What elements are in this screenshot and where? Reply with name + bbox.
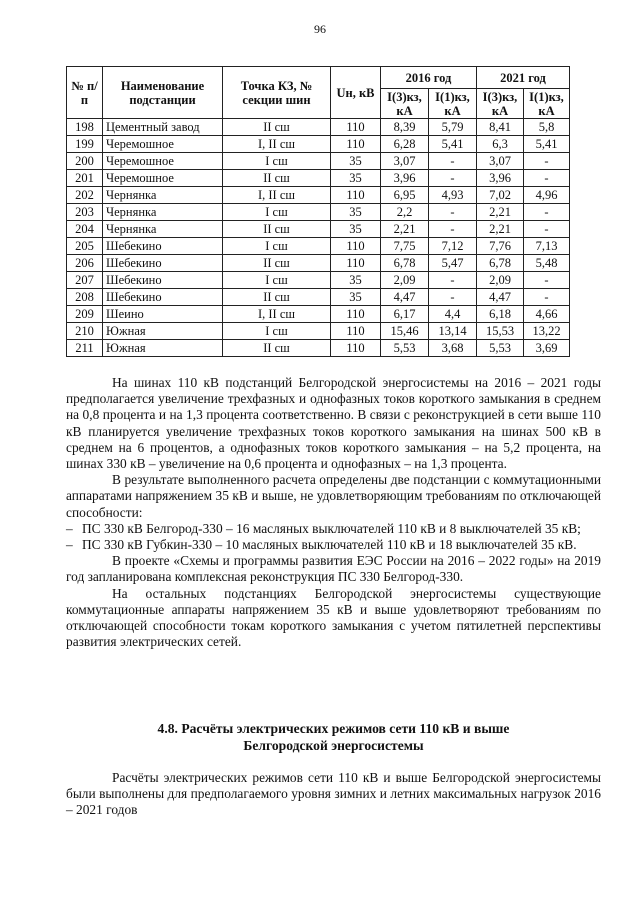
cell-voltage: 110 [331, 306, 381, 323]
cell-i3-2021: 6,78 [477, 255, 524, 272]
cell-num: 201 [67, 170, 103, 187]
cell-i3-2021: 3,07 [477, 153, 524, 170]
cell-i1-2016: - [429, 272, 477, 289]
bullet-dash: – [66, 537, 73, 553]
cell-i1-2021: - [524, 204, 570, 221]
cell-i3-2016: 6,78 [381, 255, 429, 272]
cell-point: I сш [223, 238, 331, 255]
cell-num: 209 [67, 306, 103, 323]
bullet-list [66, 521, 601, 553]
cell-voltage: 110 [331, 255, 381, 272]
cell-voltage: 35 [331, 221, 381, 238]
cell-i1-2021: 3,69 [524, 340, 570, 357]
bullet-item-1 [66, 521, 601, 537]
table-row [67, 323, 570, 340]
table-row [67, 221, 570, 238]
bullet-dash: – [66, 520, 73, 536]
cell-i1-2016: 13,14 [429, 323, 477, 340]
cell-substation: Шебекино [103, 272, 223, 289]
cell-i3-2016: 2,21 [381, 221, 429, 238]
bullet-item-2 [66, 537, 601, 553]
cell-i1-2021: - [524, 170, 570, 187]
cell-num: 198 [67, 119, 103, 136]
paragraph-2: В результате выполненного расчета определены две подстанции с коммутационными аппаратами напряжением 35 кВ и выше, не удовлетворяющим требованиям по отключающей способности: [66, 472, 601, 520]
cell-i1-2016: - [429, 170, 477, 187]
cell-voltage: 110 [331, 119, 381, 136]
cell-i1-2016: 4,93 [429, 187, 477, 204]
cell-point: I сш [223, 272, 331, 289]
cell-point: I, II сш [223, 306, 331, 323]
cell-substation: Чернянка [103, 204, 223, 221]
cell-i3-2016: 5,53 [381, 340, 429, 357]
table-row [67, 306, 570, 323]
cell-i1-2021: - [524, 153, 570, 170]
cell-i3-2021: 2,21 [477, 204, 524, 221]
bullet-text-1: ПС 330 кВ Белгород-330 – 16 масляных выключателей 110 кВ и 8 выключателей 35 кВ; [82, 520, 581, 536]
cell-num: 211 [67, 340, 103, 357]
cell-voltage: 110 [331, 238, 381, 255]
cell-i3-2021: 6,18 [477, 306, 524, 323]
table-row [67, 238, 570, 255]
cell-i3-2016: 15,46 [381, 323, 429, 340]
header-i1-2016: I(1)кз, кА [429, 89, 477, 119]
cell-i3-2016: 6,28 [381, 136, 429, 153]
cell-i3-2016: 8,39 [381, 119, 429, 136]
cell-point: I, II сш [223, 136, 331, 153]
table-row [67, 272, 570, 289]
cell-point: I сш [223, 153, 331, 170]
cell-substation: Шебекино [103, 289, 223, 306]
cell-i1-2021: 7,13 [524, 238, 570, 255]
cell-voltage: 110 [331, 136, 381, 153]
paragraph-4: На остальных подстанциях Белгородской энергосистемы существующие коммутационные аппараты напряжением 35 кВ и выше удовлетворяют требованиям по отключающей способности токам короткого замыкания с учетом пятилетней перспективы развития электрических сетей. [66, 585, 601, 650]
cell-i3-2021: 15,53 [477, 323, 524, 340]
cell-substation: Чернянка [103, 221, 223, 238]
cell-point: II сш [223, 221, 331, 238]
cell-point: I, II сш [223, 187, 331, 204]
table-row [67, 119, 570, 136]
cell-i3-2016: 6,95 [381, 187, 429, 204]
cell-i1-2021: - [524, 289, 570, 306]
header-year-2016: 2016 год [381, 67, 477, 89]
cell-voltage: 35 [331, 289, 381, 306]
cell-point: II сш [223, 170, 331, 187]
cell-i3-2016: 6,17 [381, 306, 429, 323]
cell-num: 210 [67, 323, 103, 340]
table-row [67, 153, 570, 170]
header-i1-2021: I(1)кз, кА [524, 89, 570, 119]
cell-i3-2016: 3,07 [381, 153, 429, 170]
cell-num: 206 [67, 255, 103, 272]
cell-i1-2016: - [429, 221, 477, 238]
bullet-text-2: ПС 330 кВ Губкин-330 – 10 масляных выключателей 110 кВ и 18 выключателей 35 кВ. [82, 537, 577, 553]
cell-voltage: 35 [331, 204, 381, 221]
cell-i1-2016: 3,68 [429, 340, 477, 357]
cell-i3-2016: 7,75 [381, 238, 429, 255]
cell-point: II сш [223, 119, 331, 136]
cell-point: II сш [223, 340, 331, 357]
cell-i1-2021: 5,8 [524, 119, 570, 136]
table-row [67, 204, 570, 221]
cell-i1-2016: - [429, 289, 477, 306]
cell-substation: Чернянка [103, 187, 223, 204]
header-num: № п/п [67, 67, 103, 119]
cell-voltage: 110 [331, 187, 381, 204]
cell-i1-2016: - [429, 153, 477, 170]
body-text [66, 375, 601, 650]
cell-substation: Шебекино [103, 238, 223, 255]
section-body [66, 770, 601, 819]
cell-i3-2021: 4,47 [477, 289, 524, 306]
cell-substation: Шеино [103, 306, 223, 323]
cell-i1-2016: 7,12 [429, 238, 477, 255]
cell-point: II сш [223, 255, 331, 272]
cell-i1-2021: 5,41 [524, 136, 570, 153]
table-row [67, 340, 570, 357]
paragraph-1: На шинах 110 кВ подстанций Белгородской энергосистемы на 2016 – 2021 годы предполагается увеличение трехфазных и однофазных токов короткого замыкания в среднем на 0,8 процента и на 1,3 процента соответственно. В связи с реконструкцией в сети выше 110 кВ планируется увеличение трехфазных токов короткого замыкания на шинах 500 кВ в среднем на 6 процентов, а однофазных токов короткого замыкания – на 5,2 процента, на шинах 330 кВ – увеличение на 0,6 процента и однофазных – на 1,3 процента. [66, 375, 601, 472]
paragraph-3: В проекте «Схемы и программы развития ЕЭС России на 2016 – 2022 годы» на 2019 год запланирована комплексная реконструкция ПС 330 Белгород-330. [66, 553, 601, 585]
cell-voltage: 110 [331, 340, 381, 357]
cell-substation: Черемошное [103, 153, 223, 170]
cell-num: 203 [67, 204, 103, 221]
cell-num: 202 [67, 187, 103, 204]
cell-num: 208 [67, 289, 103, 306]
cell-i3-2021: 2,21 [477, 221, 524, 238]
table-row [67, 255, 570, 272]
cell-substation: Шебекино [103, 255, 223, 272]
cell-i3-2016: 4,47 [381, 289, 429, 306]
cell-i1-2021: 4,66 [524, 306, 570, 323]
cell-i1-2021: 13,22 [524, 323, 570, 340]
table-row [67, 170, 570, 187]
cell-substation: Черемошное [103, 170, 223, 187]
cell-substation: Черемошное [103, 136, 223, 153]
cell-num: 200 [67, 153, 103, 170]
cell-i1-2021: - [524, 272, 570, 289]
cell-i1-2016: 5,47 [429, 255, 477, 272]
cell-i3-2021: 2,09 [477, 272, 524, 289]
cell-i1-2021: 4,96 [524, 187, 570, 204]
cell-i3-2021: 5,53 [477, 340, 524, 357]
cell-i1-2016: - [429, 204, 477, 221]
page-number: 96 [314, 22, 326, 36]
cell-voltage: 110 [331, 323, 381, 340]
cell-num: 205 [67, 238, 103, 255]
cell-i3-2021: 7,76 [477, 238, 524, 255]
cell-i3-2016: 2,2 [381, 204, 429, 221]
table-row [67, 289, 570, 306]
cell-point: I сш [223, 204, 331, 221]
cell-point: I сш [223, 323, 331, 340]
cell-i1-2016: 5,79 [429, 119, 477, 136]
table-body [67, 119, 570, 357]
table-row [67, 136, 570, 153]
section-heading [66, 720, 601, 754]
cell-voltage: 35 [331, 170, 381, 187]
cell-num: 207 [67, 272, 103, 289]
cell-voltage: 35 [331, 153, 381, 170]
header-point: Точка КЗ, № секции шин [223, 67, 331, 119]
section-title-line-2: Белгородской энергосистемы [243, 738, 424, 753]
cell-i3-2021: 7,02 [477, 187, 524, 204]
cell-voltage: 35 [331, 272, 381, 289]
header-i3-2021: I(3)кз, кА [477, 89, 524, 119]
header-i3-2016: I(3)кз, кА [381, 89, 429, 119]
cell-substation: Южная [103, 340, 223, 357]
cell-i3-2016: 2,09 [381, 272, 429, 289]
cell-i3-2021: 8,41 [477, 119, 524, 136]
section-title-line-1: 4.8. Расчёты электрических режимов сети 110 кВ и выше [157, 721, 510, 736]
cell-i1-2021: - [524, 221, 570, 238]
cell-num: 199 [67, 136, 103, 153]
header-year-2021: 2021 год [477, 67, 570, 89]
cell-substation: Южная [103, 323, 223, 340]
cell-i1-2021: 5,48 [524, 255, 570, 272]
cell-i1-2016: 4,4 [429, 306, 477, 323]
header-name: Наименование подстанции [103, 67, 223, 119]
cell-substation: Цементный завод [103, 119, 223, 136]
cell-num: 204 [67, 221, 103, 238]
cell-point: II сш [223, 289, 331, 306]
cell-i3-2021: 3,96 [477, 170, 524, 187]
section-paragraph: Расчёты электрических режимов сети 110 кВ и выше Белгородской энергосистемы были выполнены для предполагаемого уровня зимних и летних максимальных нагрузок 2016 – 2021 годов [66, 770, 601, 818]
cell-i1-2016: 5,41 [429, 136, 477, 153]
cell-i3-2016: 3,96 [381, 170, 429, 187]
cell-i3-2021: 6,3 [477, 136, 524, 153]
short-circuit-table [66, 66, 570, 357]
header-voltage: Uн, кВ [331, 67, 381, 119]
table-row [67, 187, 570, 204]
